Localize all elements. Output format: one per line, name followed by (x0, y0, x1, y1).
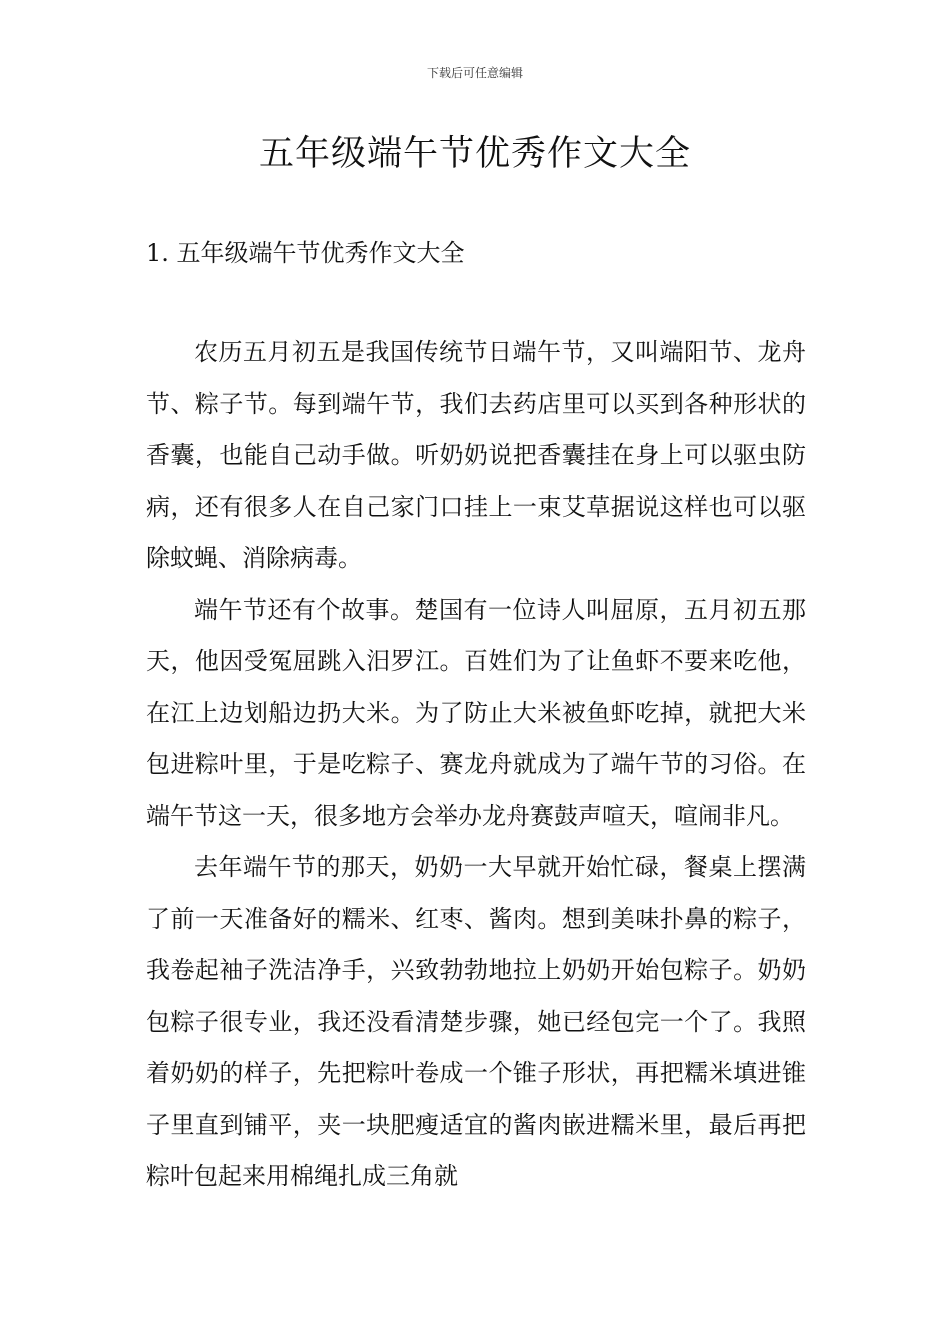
section-heading: 1. 五年级端午节优秀作文大全 (146, 239, 465, 267)
header-note: 下载后可任意编辑 (426, 66, 523, 80)
essay-body (146, 327, 806, 1203)
paragraph-3: 去年端午节的那天，奶奶一大早就开始忙碌，餐桌上摆满了前一天准备好的糯米、红枣、酱肉。想到美味扑鼻的粽子，我卷起袖子洗洁净手，兴致勃勃地拉上奶奶开始包粽子。奶奶包粽子很专业，我还没看清楚步骤，她已经包完一个了。我照着奶奶的样子，先把粽叶卷成一个锥子形状，再把糯米填进锥子里直到铺平，夹一块肥瘦适宜的酱肉嵌进糯米里，最后再把粽叶包起来用棉绳扎成三角就 (146, 853, 806, 1190)
paragraph-1: 农历五月初五是我国传统节日端午节，又叫端阳节、龙舟节、粽子节。每到端午节，我们去药店里可以买到各种形状的香囊，也能自己动手做。听奶奶说把香囊挂在身上可以驱虫防病，还有很多人在自己家门口挂上一束艾草据说这样也可以驱除蚊蝇、消除病毒。 (146, 338, 806, 572)
document-title: 五年级端午节优秀作文大全 (258, 134, 691, 174)
paragraph-2: 端午节还有个故事。楚国有一位诗人叫屈原，五月初五那天，他因受冤屈跳入汨罗江。百姓们为了让鱼虾不要来吃他，在江上边划船边扔大米。为了防止大米被鱼虾吃掉，就把大米包进粽叶里，于是吃粽子、赛龙舟就成为了端午节的习俗。在端午节这一天，很多地方会举办龙舟赛鼓声喧天，喧闹非凡。 (146, 595, 806, 830)
